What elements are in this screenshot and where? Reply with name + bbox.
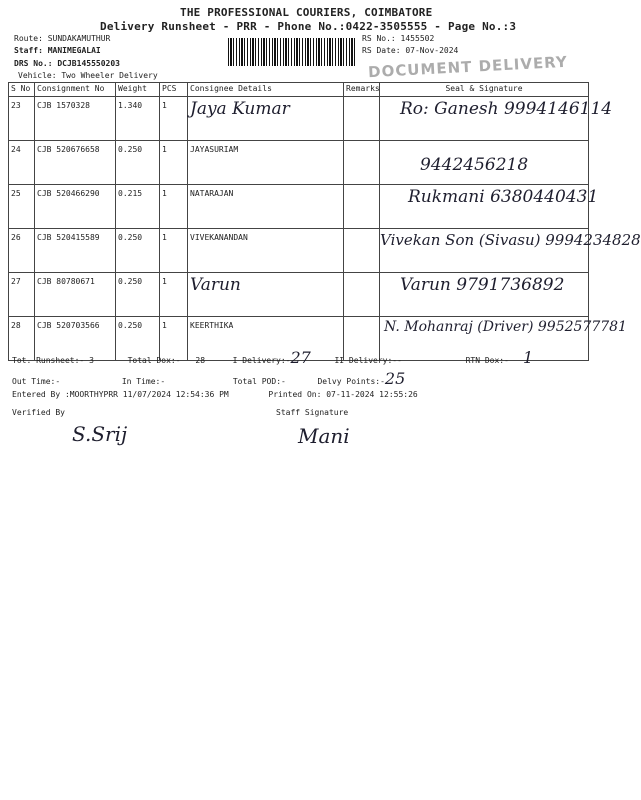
col-pcs: PCS: [160, 83, 188, 97]
signature-handwritten: 9442456218: [420, 155, 529, 175]
barcode-image: [228, 38, 356, 66]
totals-line: Tot. Runsheet:- 3 Total Dox:- 28 I Delivery:-27 II Delivery:-- RTN Dox:- 1: [12, 348, 534, 367]
i-delivery-value: 27: [290, 348, 311, 367]
cell-sno: 27: [9, 273, 35, 317]
cell-signature: [380, 141, 589, 185]
signature-handwritten: Varun 9791736892: [400, 275, 565, 295]
cell-signature: [380, 273, 589, 317]
vehicle-line: Vehicle: Two Wheeler Delivery: [18, 71, 158, 80]
verified-by-label: Verified By: [12, 408, 65, 417]
col-remarks: Remarks: [344, 83, 380, 97]
staff-signature-label: Staff Signature: [276, 408, 349, 417]
cell-consignment: CJB 520703566: [35, 317, 116, 361]
cell-pcs: 1: [160, 97, 188, 141]
cell-consignee: JAYASURIAM: [188, 141, 344, 185]
table-row: [9, 273, 589, 317]
col-consignment: Consignment No: [35, 83, 116, 97]
signature-handwritten: Ro: Ganesh 9994146114: [400, 99, 613, 119]
ii-delivery-value: -: [397, 356, 402, 365]
entered-line: [12, 390, 418, 399]
cell-weight: 0.250: [116, 141, 160, 185]
cell-pcs: 1: [160, 273, 188, 317]
cell-pcs: 1: [160, 185, 188, 229]
drs-line: DRS No.: DCJB145550203: [14, 59, 120, 68]
company-title: THE PROFESSIONAL COURIERS, COIMBATORE: [180, 6, 433, 19]
signature-handwritten: Vivekan Son (Sivasu) 9994234828: [380, 231, 641, 249]
cell-consignee: [188, 273, 344, 317]
consignee-handwritten: Jaya Kumar: [190, 99, 290, 119]
drs-value: DCJB145550203: [57, 59, 120, 68]
staff-line: Staff: MANIMEGALAI: [14, 46, 101, 55]
cell-consignment: CJB 1570328: [35, 97, 116, 141]
cell-consignee: NATARAJAN: [188, 185, 344, 229]
col-signature: Seal & Signature: [380, 83, 589, 97]
cell-sno: 28: [9, 317, 35, 361]
tot-runsheet-value: 3: [89, 356, 94, 365]
total-dox-value: 28: [195, 356, 206, 365]
cell-remarks: [344, 229, 380, 273]
route-value: SUNDAKAMUTHUR: [47, 34, 111, 43]
cell-consignee: VIVEKANANDAN: [188, 229, 344, 273]
runsheet-subtitle: Delivery Runsheet - PRR - Phone No.:0422-3505555 - Page No.:3: [100, 20, 517, 33]
vehicle-value: Two Wheeler Delivery: [61, 71, 158, 80]
cell-weight: 0.250: [116, 229, 160, 273]
cell-remarks: [344, 273, 380, 317]
cell-sno: 25: [9, 185, 35, 229]
cell-remarks: [344, 141, 380, 185]
table-row: [9, 97, 589, 141]
cell-sno: 26: [9, 229, 35, 273]
cell-sno: 24: [9, 141, 35, 185]
route-line: Route: SUNDAKAMUTHUR: [14, 34, 111, 43]
table-row: [9, 141, 589, 185]
cell-consignment: CJB 80780671: [35, 273, 116, 317]
staff-value: MANIMEGALAI: [47, 46, 101, 55]
cell-pcs: 1: [160, 229, 188, 273]
cell-pcs: 1: [160, 141, 188, 185]
staff-signature: Mani: [298, 424, 350, 448]
signature-handwritten: N. Mohanraj (Driver) 9952577781: [384, 319, 627, 335]
cell-weight: 0.250: [116, 273, 160, 317]
document-delivery-stamp: DOCUMENT DELIVERY: [367, 52, 569, 82]
col-consignee: Consignee Details: [188, 83, 344, 97]
cell-weight: 0.250: [116, 317, 160, 361]
rs-date-line: RS Date: 07-Nov-2024: [362, 46, 459, 55]
cell-consignment: CJB 520415589: [35, 229, 116, 273]
cell-signature: [380, 185, 599, 229]
cell-weight: 1.340: [116, 97, 160, 141]
signature-handwritten: Rukmani 6380440431: [408, 187, 599, 207]
table-row: [9, 185, 589, 229]
cell-weight: 0.215: [116, 185, 160, 229]
table-row: [9, 229, 589, 273]
cell-signature: [380, 229, 641, 273]
rs-no-value: 1455502: [400, 34, 435, 43]
cell-consignee: KEERTHIKA: [188, 317, 344, 361]
cell-consignee: [188, 97, 344, 141]
times-line: Out Time:- In Time:- Total POD:- Delvy Points:-25: [12, 369, 406, 388]
col-weight: Weight: [116, 83, 160, 97]
entered-by: Entered By :MOORTHYPRR 11/07/2024 12:54:36 PM: [12, 390, 229, 399]
rtn-dox-value: 1: [522, 348, 534, 367]
cell-remarks: [344, 97, 380, 141]
cell-remarks: [344, 185, 380, 229]
consignee-handwritten: Varun: [190, 275, 241, 295]
cell-pcs: 1: [160, 317, 188, 361]
cell-consignment: CJB 520466290: [35, 185, 116, 229]
printed-on: Printed On: 07-11-2024 12:55:26: [268, 390, 418, 399]
runsheet-table: [8, 82, 641, 361]
cell-consignment: CJB 520676658: [35, 141, 116, 185]
verified-signature: S.Srij: [72, 422, 128, 446]
cell-signature: [380, 97, 613, 141]
rs-date-value: 07-Nov-2024: [405, 46, 459, 55]
cell-sno: 23: [9, 97, 35, 141]
col-sno: S No: [9, 83, 35, 97]
delvy-points-value: 25: [384, 369, 406, 388]
rs-no-line: RS No.: 1455502: [362, 34, 435, 43]
table-header-row: [9, 83, 589, 97]
